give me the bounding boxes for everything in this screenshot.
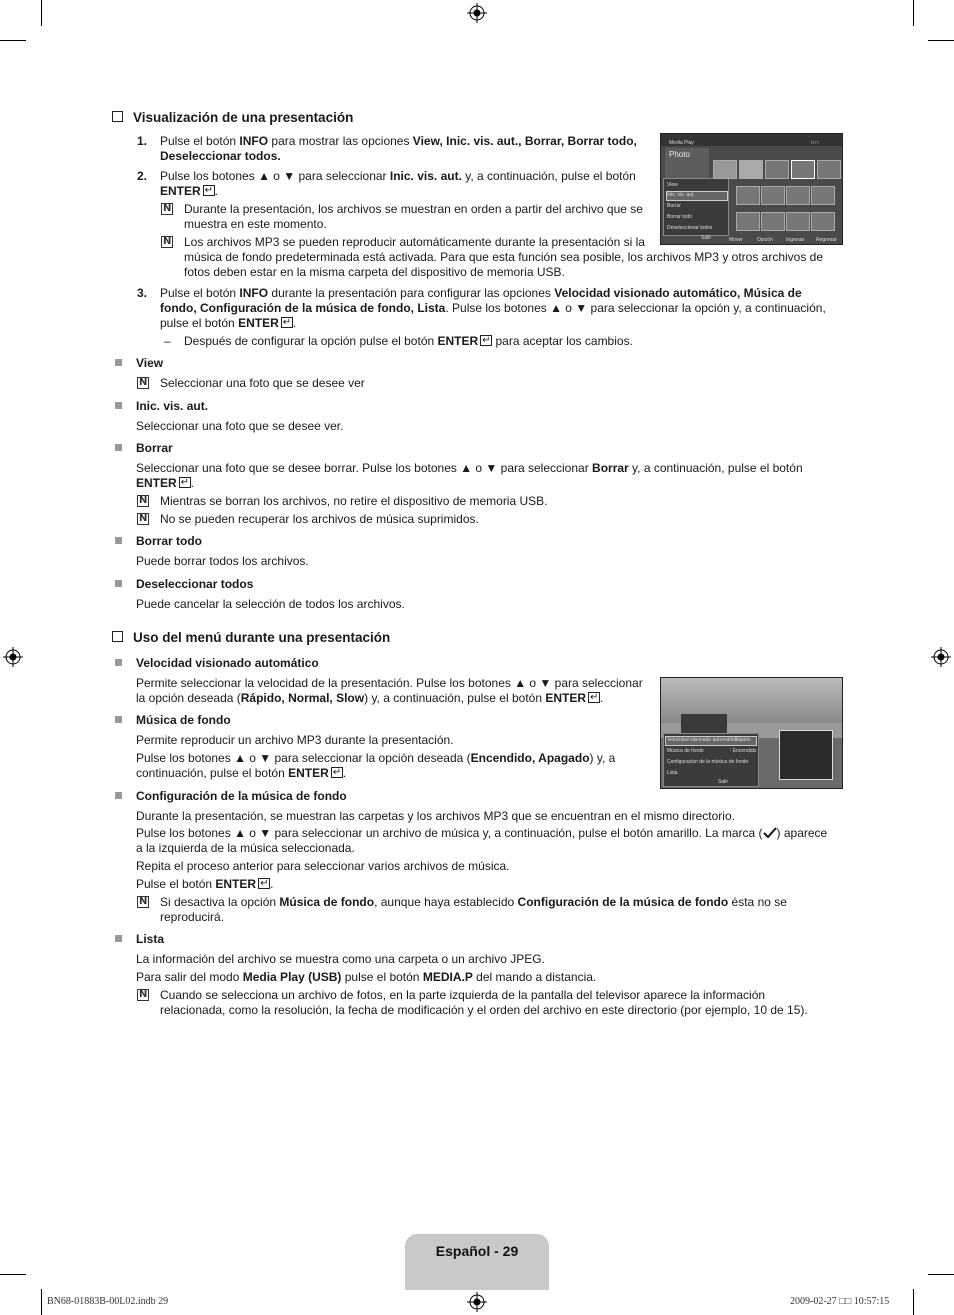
panel-title: Photo — [669, 150, 690, 159]
menu-item: Deseleccionar todos — [667, 225, 713, 231]
note-text: Cuando se selecciona un archivo de fotos, en la parte izquierda de la pantalla del televisor aparece la información relacionada, como la resolución, la fecha de modificación y el orden del archivo en este directorio (por ejemplo, 10 de 15). — [160, 988, 808, 1017]
step-number: 2. — [137, 169, 148, 183]
note-text: Si desactiva la opción Música de fondo, aunque haya establecido Configuración de la música de fondo ésta no se reproducirá. — [160, 895, 787, 924]
bullet-icon — [115, 444, 122, 451]
crop-mark — [0, 40, 26, 41]
crop-mark — [41, 0, 42, 26]
item-text: Para salir del modo Media Play (USB) pulse el botón MEDIA.P del mando a distancia. — [136, 970, 597, 984]
item-text: Seleccionar una foto que se desee borrar. Pulse los botones ▲ o ▼ para seleccionar Borrar y, a continuación, pulse el botón ENTER↵ . — [136, 461, 846, 491]
enter-icon — [588, 692, 600, 703]
crop-mark — [913, 1289, 914, 1315]
registration-mark-icon — [931, 647, 951, 667]
note-text: No se pueden recuperar los archivos de música suprimidos. — [160, 512, 479, 526]
checkbox-icon — [112, 631, 123, 642]
note-text: Mientras se borran los archivos, no retire el dispositivo de memoria USB. — [160, 494, 548, 508]
note-text: Seleccionar una foto que se desee ver — [160, 376, 365, 390]
item-heading: Deseleccionar todos — [136, 577, 254, 591]
step-1-text: Pulse el botón INFO para mostrar las opciones View, Inic. vis. aut., Borrar, Borrar todo, Deseleccionar todos. — [160, 134, 637, 163]
menu-item: Lista — [667, 770, 678, 776]
bullet-icon — [115, 792, 122, 799]
checkbox-icon — [112, 111, 123, 122]
bullet-icon — [115, 402, 122, 409]
media-play-screenshot: Media Play □ □ Photo View Inic. vis. aut. Borrar Borrar todo Deseleccionar todos Salir Mover Opción Ingresar Regresar — [660, 133, 843, 245]
item-text: La información del archivo se muestra como una carpeta o un archivo JPEG. — [136, 952, 545, 966]
item-text: Pulse el botón ENTER↵ . — [136, 877, 273, 892]
step-2-text: Pulse los botones ▲ o ▼ para seleccionar Inic. vis. aut. y, a continuación, pulse el botón ENTER↵ . — [160, 169, 655, 199]
bullet-icon — [115, 580, 122, 587]
note-icon — [137, 896, 149, 908]
menu-item: Configuración de la música de fondo — [667, 759, 749, 765]
dash-text: Después de configurar la opción pulse el botón ENTER↵ para aceptar los cambios. — [184, 334, 633, 349]
crop-mark — [0, 1274, 26, 1275]
dash: – — [164, 334, 171, 348]
step-number: 1. — [137, 134, 148, 148]
menu-item: Borrar todo — [667, 214, 693, 220]
item-text: Permite reproducir un archivo MP3 durante la presentación. — [136, 733, 454, 747]
enter-icon — [203, 185, 215, 196]
enter-icon — [281, 317, 293, 328]
note-text: Durante la presentación, los archivos se muestran en orden a partir del archivo que se muestra en este momento. — [184, 202, 643, 231]
section-title: Visualización de una presentación — [112, 110, 353, 125]
item-heading: Borrar todo — [136, 534, 202, 548]
print-date: 2009-02-27 □□ 10:57:15 — [790, 1296, 890, 1307]
enter-icon — [331, 767, 343, 778]
item-text: Permite seleccionar la velocidad de la presentación. Pulse los botones ▲ o ▼ para seleccionar la opción deseada (Rápido, Normal, Slow) y, a continuación, pulse el botón ENTER↵ . — [136, 676, 656, 706]
bullet-icon — [115, 659, 122, 666]
bullet-icon — [115, 716, 122, 723]
note-icon — [161, 203, 173, 215]
file-info: BN68-01883B-00L02.indb 29 — [47, 1296, 169, 1307]
crop-mark — [928, 1274, 954, 1275]
registration-mark-icon — [467, 3, 487, 23]
note-icon — [161, 236, 173, 248]
menu-item: Borrar — [667, 203, 681, 209]
checkmark-icon — [763, 827, 777, 838]
item-heading: Borrar — [136, 441, 173, 455]
item-text: Pulse los botones ▲ o ▼ para seleccionar un archivo de música y, a continuación, pulse el botón amarillo. La marca ( ) aparece a la izquierda de la música seleccionada. — [136, 826, 828, 855]
item-heading: View — [136, 356, 164, 370]
note-icon — [137, 377, 149, 389]
bullet-icon — [115, 537, 122, 544]
item-heading: Configuración de la música de fondo — [136, 789, 347, 803]
registration-mark-icon — [3, 647, 23, 667]
crop-mark — [928, 40, 954, 41]
enter-icon — [179, 477, 191, 488]
note-text: Los archivos MP3 se pueden reproducir automáticamente durante la presentación si la música de fondo predeterminada está activada. Para que esta función sea posible, los archivos MP3 y otros archivos de fotos deben estar en la misma carpeta del dispositivo de memoria USB. — [184, 235, 824, 279]
crop-mark — [41, 1289, 42, 1315]
item-heading: Música de fondo — [136, 713, 231, 727]
step-number: 3. — [137, 286, 148, 300]
bullet-icon — [115, 359, 122, 366]
menu-item: Inic. vis. aut. — [667, 192, 695, 198]
option-menu — [663, 178, 729, 236]
step-3-text: Pulse el botón INFO durante la presentación para configurar las opciones Velocidad visionado automático, Música de fondo, Configuración de la música de fondo, Lista. Pulse los botones ▲ o ▼ para seleccionar la opción y, a continuación, pulse el botón ENTER↵ . — [160, 286, 850, 331]
page-number: Español - 29 — [435, 1243, 519, 1259]
enter-icon — [480, 335, 492, 346]
item-heading: Inic. vis. aut. — [136, 399, 209, 413]
bullet-icon — [115, 935, 122, 942]
note-icon — [137, 513, 149, 525]
item-text: Puede cancelar la selección de todos los archivos. — [136, 597, 405, 611]
item-text: Seleccionar una foto que se desee ver. — [136, 419, 344, 433]
item-heading: Velocidad visionado automático — [136, 656, 319, 670]
slideshow-menu: Velocidad visionado automático : Rápido Música de fondo : Encendido Configuración de la música de fondo Lista Salir — [663, 733, 759, 787]
note-icon — [137, 495, 149, 507]
slideshow-screenshot — [660, 677, 843, 789]
menu-item: Música de fondo — [667, 748, 704, 754]
menu-item: Velocidad visionado automático — [667, 737, 738, 743]
item-text: Puede borrar todos los archivos. — [136, 554, 309, 568]
crop-mark — [913, 0, 914, 26]
item-text: Repita el proceso anterior para seleccionar varios archivos de música. — [136, 859, 510, 873]
item-text: Durante la presentación, se muestran las carpetas y los archivos MP3 que se encuentran en el mismo directorio. — [136, 809, 735, 823]
section-title: Uso del menú durante una presentación — [112, 630, 390, 645]
note-icon — [137, 989, 149, 1001]
item-heading: Lista — [136, 932, 165, 946]
registration-mark-icon — [467, 1292, 487, 1312]
enter-icon — [258, 878, 270, 889]
menu-item: View — [667, 182, 678, 188]
item-text: Pulse los botones ▲ o ▼ para seleccionar la opción deseada (Encendido, Apagado) y, a continuación, pulse el botón ENTER↵ . — [136, 751, 656, 781]
